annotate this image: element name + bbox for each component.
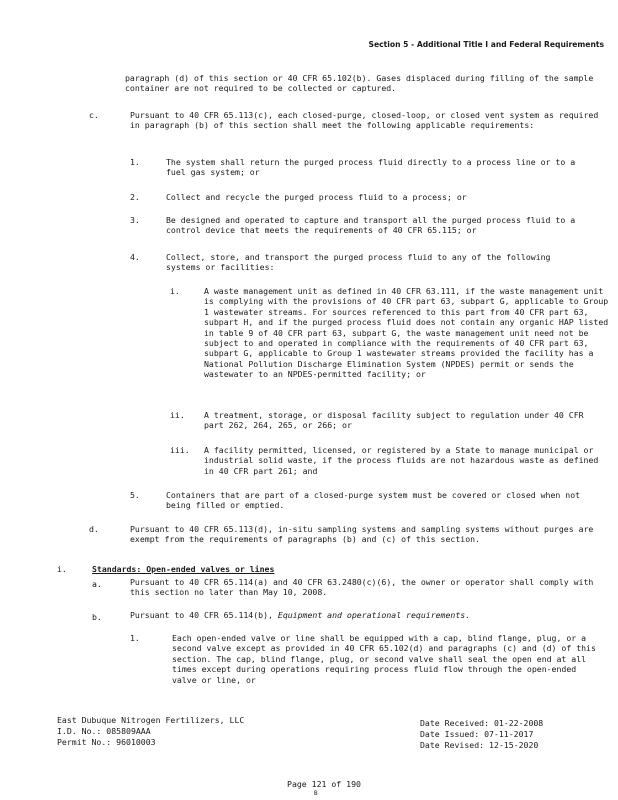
item-c4-label: 4. xyxy=(130,252,140,262)
item-c2-label: 2. xyxy=(130,192,140,202)
item-c-label: c. xyxy=(89,110,99,120)
item-c4-text: Collect, store, and transport the purged process fluid to any of the following systems or facilities: xyxy=(166,252,551,273)
section-i-b-plain: Pursuant to 40 CFR 65.114(b), xyxy=(130,610,278,620)
item-c3-text: Be designed and operated to capture and transport all the purged process fluid to a control device that meets the requirements of 40 CFR 65.115; or xyxy=(166,215,576,236)
section-i-a-text: Pursuant to 40 CFR 65.114(a) and 40 CFR 63.2480(c)(6), the owner or operator shall comply with this section no later than May 10, 2008. xyxy=(130,577,594,598)
footer-company: East Dubuque Nitrogen Fertilizers, LLC xyxy=(57,715,245,725)
section-i-b-text xyxy=(130,610,470,620)
section-i-b-italic: Equipment and operational requirements. xyxy=(277,610,471,620)
section-i-a-label: a. xyxy=(92,579,102,589)
roman-i-text: A waste management unit as defined in 40 CFR 63.111, if the waste management unit is complying with the provisions of 40 CFR part 63, subpart G, applicable to Group 1 wastewater streams. For sources referenced to this part from 40 CFR part 63, subpart H, and if the purged process fluid does not contain any organic HAP listed in table 9 of 40 CFR part 63, subpart G, the waste management unit need not be subject to and operated in compliance with the requirements of 40 CFR part 63, subpart G, applicable to Group 1 wastewater streams provided the facility has a National Pollution Discharge Elimination System (NPDES) permit or sends the wastewater to an NPDES-permitted facility; or xyxy=(204,286,609,380)
footer-date-received: Date Received: 01-22-2008 xyxy=(420,718,544,728)
roman-iii-label: iii. xyxy=(170,445,190,455)
footer-facility-info xyxy=(57,715,244,747)
item-c-text: Pursuant to 40 CFR 65.113(c), each closed-purge, closed-loop, or closed vent system as required in paragraph (b) of this section shall meet the following applicable requirements: xyxy=(130,110,599,131)
roman-i-label: i. xyxy=(170,286,180,296)
item-d-label: d. xyxy=(89,524,99,534)
section-i-b-label: b. xyxy=(92,612,102,622)
footer-permit: Permit No.: 96010003 xyxy=(57,736,156,747)
roman-ii-label: ii. xyxy=(170,410,185,420)
item-c3-label: 3. xyxy=(130,215,140,225)
item-c5-text: Containers that are part of a closed-purge system must be covered or closed when not being filled or emptied. xyxy=(166,490,581,511)
section-i-label: i. xyxy=(57,564,67,574)
intro-paragraph: paragraph (d) of this section or 40 CFR 65.102(b). Gases displaced during filling of the sample container are not required to be collected or captured. xyxy=(125,73,594,94)
footer-date-issued: Date Issued: 07-11-2017 xyxy=(420,728,534,739)
roman-iii-text: A facility permitted, licensed, or registered by a State to manage municipal or industrial solid waste, if the process fluids are not hazardous waste as defined in 40 CFR part 261; and xyxy=(204,445,599,476)
footer-date-revised: Date Revised: 12-15-2020 xyxy=(420,739,539,750)
item-c1-text: The system shall return the purged process fluid directly to a process line or to a fuel gas system; or xyxy=(166,157,576,178)
section-i-heading: Standards: Open-ended valves or lines xyxy=(92,564,275,574)
item-c2-text: Collect and recycle the purged process fluid to a process; or xyxy=(166,192,467,202)
roman-ii-text: A treatment, storage, or disposal facility subject to regulation under 40 CFR part 262, 264, 265, or 266; or xyxy=(204,410,584,431)
section-i-1-label: 1. xyxy=(130,633,140,643)
footer-id: I.D. No.: 085809AAA xyxy=(57,725,151,736)
page-mark: B xyxy=(314,790,318,797)
page-number: Page 121 of 190 xyxy=(287,779,361,789)
section-header: Section 5 - Additional Title I and Federal Requirements xyxy=(368,40,604,49)
section-i-1-text: Each open-ended valve or line shall be equipped with a cap, blind flange, plug, or a second valve except as provided in 40 CFR 65.102(d) and paragraphs (c) and (d) of this section. The cap, blind flange, plug, or second valve shall seal the open end at all times except during operations requiring process fluid flow through the open-ended valve or line, or xyxy=(172,633,596,685)
item-c5-label: 5. xyxy=(130,490,140,500)
footer-dates xyxy=(420,718,543,750)
item-d-text: Pursuant to 40 CFR 65.113(d), in-situ sampling systems and sampling systems without purges are exempt from the requirements of paragraphs (b) and (c) of this section. xyxy=(130,524,594,545)
item-c1-label: 1. xyxy=(130,157,140,167)
